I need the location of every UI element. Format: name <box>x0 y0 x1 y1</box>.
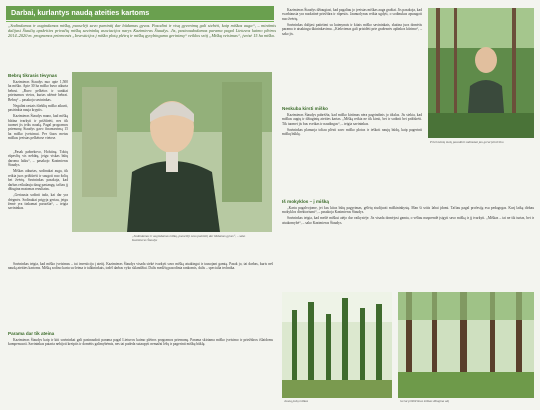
young-forest-photo-art <box>282 292 392 398</box>
young-forest-photo <box>282 292 392 398</box>
managed-forest-photo <box>398 292 534 398</box>
lead-paragraph: „Sodindamas ir augindamas mišką, puoselėji savo pamintiį dar būdamas gyvas. Pasodini ir visą gyvenimą gali stebėti, kaip miškas auga“, – mintimis dalijasi Šiaulių apskrities privačių miškų savininkų asociacijos narys Kazimieras Šiaudys. Jis, pasinaudodamas parama pagal Lietuvos kaimo plėtros 2014–2020 m. programos priemonės „Investicijos į miško plotų plėtrą ir miškų gyvybingumo gerinimą“ veiklos sritį „Miškų veisimas“, įveisė 15 ha miško. <box>8 23 276 39</box>
paragraph: Kazimieras Šiaudys nuo apie 1,500 ha miško. Apie 30 ha miško buvo atkurta bebrui. „Buvo pelkėtos ir sunkiai prieinamos vietos, kurias užėmė bebrai. Bebrų“ – pasakoja savininkas. <box>8 79 68 102</box>
paragraph: Kazimieras Šiaudys kaip ir kiti savininkai gali pasinaudoti parama pagal Lietuvos kaimo plėtros programos priemonę. Parama skiriama miško įveisimo ir priežiūros išlaidoms kompensuoti. Savininkas pataria nebijoti kreiptis ir domėtis galimybėmis, nes tai padeda sutaupyti nemažai lėšų ir pagerinti miškų būklę. <box>8 337 273 347</box>
paragraph: Savininkas teigia, kad meilė miškui atėjo dar vaikystėje. Jis visada domėjosi gamta, o vėliau nusprendė įsigyti savo mišką ir jį tvarkyti. „Miškas – tai ne tik turtas, bet ir atsakomybė“, – sako Kazimieras Šiaudys. <box>282 216 534 225</box>
paragraph: Negalint rastais išteklių miško atkurti, pasirinkta nauja kryptis. <box>8 103 68 113</box>
paragraph: Savininkas dalijasi patirtimi su kaimynais ir kitais miško savininkais, skatina juos domėtis parama ir atsakingu ūkininkavimu. „Kiekvienas gali prisidėti prie gražesnės aplinkos kūrimo“, – sako jis. <box>282 22 422 36</box>
paragraph: Savininkas planuoja toliau plėsti savo miško plotus ir ieškoti naujų būdų, kaip pagerinti miškų būklę. <box>282 127 422 137</box>
right-column-top <box>282 8 422 38</box>
paragraph: „Geriausia sodinti tada, kai dar yra drėgmės. Sodinukai prigyja geriau, jeigu žemė yra tinkamai paruošta“, – teigia savininkas. <box>8 193 68 211</box>
left-column-top <box>8 72 68 142</box>
subheading-3: Neskuba kirsti miško <box>282 106 328 111</box>
portrait-photo <box>72 72 272 232</box>
right-column-wide <box>282 198 534 227</box>
left-column-bottom-2 <box>8 330 273 348</box>
paragraph: Kazimieras Šiaudys pabrėžia, kad miško kirtimas nėra pagrindinis jo tikslas. Jis siekia, kad miškas augtų ir džiugintų ateities kartas. „Mišką reikia ne tik kirsti, bet ir sodinti bei prižiūrėti. Tik tuomet jis bus sveikas ir naudingas“, – teigia savininkas. <box>282 112 422 126</box>
subheading-4: Iš mokyklos – į mišką <box>282 199 329 204</box>
caption-young-forest: Jauną pušų miškas <box>284 399 309 403</box>
right-column-mid <box>282 105 422 138</box>
paragraph: Kazimieras Šiaudys džiaugiasi, kad pagaliau jo įveistas miškas auga gražiai. Jis pasakoja, kad svarbiausia yra nuolatinė priežiūra ir rūpestis. Jaunuolynus reikia ugdyti, o sodinukus apsaugoti nuo žvėrių. <box>282 8 422 21</box>
paragraph: Miškas atkurtas, sodinukai auga, tik reikia juos prižiūrėti ir saugoti nuo žolių bei žvėrių. Savininkas pasakoja, kad darbas reikalauja daug pastangų, tačiau jį džiugina matomas rezultatas. <box>8 169 68 192</box>
forest-man-photo-art <box>428 8 534 138</box>
left-column-bottom <box>8 262 273 272</box>
forest-man-photo <box>428 8 534 138</box>
caption-managed-forest: Gerai prižiūrimas miškas džiugina akį <box>400 399 449 403</box>
header-underline <box>6 21 274 22</box>
section-header: Darbai, kurlantys naudą ateities kartoms <box>6 6 274 20</box>
subheading-1: Bebrų tikrasis tėvynas <box>8 73 58 78</box>
paragraph: Kazimieras Šiaudys mano, kad mišką būtina tvarkyti ir prižiūrėti, nes tik tuomet jis teiks naudą. Pagal programos priemonę Šiaudys gavo finansavimą 15 ha miško įveisimui. Per šiuos metus miškas įveistas pelkėtose vietose. <box>8 114 68 141</box>
managed-forest-photo-art <box>398 292 534 398</box>
caption-portrait: „Sodindamas ir augindamas mišką, puoselėji savo pamintiį dar būdamas gyvas“, – sako Kazimieras Šiaudys <box>132 234 246 242</box>
paragraph: „Kartu pagalvojome, jei kas kitus būtų pagyrimas, gėlėtų studijuoti miškininkystę. Man ši sritis labai įdomi. Tačiau pagal profesiją esu pedagogas. Kurį laiką dirbau mokyklos direktoriumi“, – pasakoja Kazimieras Šiaudys. <box>282 205 534 215</box>
paragraph: Savininkas teigia, kad miško įveisimas – tai investicija į ateitį. Kazimieras Šiaudys visada siekė tvarkyti savo mišką atsakingai ir tausojant gamtą. Pasak jo, tai darbas, kuris neš naudą ateities kartoms. Mišką sodino kartu su šeima ir talkininkais, todėl darbas vyko sklandžiai. Dalis medžių pasodinta rankomis, dalis – specialia technika. <box>8 262 273 271</box>
left-column-mid <box>8 150 68 212</box>
portrait-photo-art <box>72 72 272 232</box>
caption-forest-man: Prieš keletą metų pasodinti sodinukai jau gerai įsitvirtino <box>430 140 504 144</box>
subheading-2: Parama dar tik ateina <box>8 331 55 336</box>
paragraph: „Pasak pašnekovo, Holstiną. Tokių rūpesčių vis nebūtų, jeigu viskas būtų daroma laiku“, – pasakojo Kazimieras Šiaudys. <box>8 150 68 168</box>
